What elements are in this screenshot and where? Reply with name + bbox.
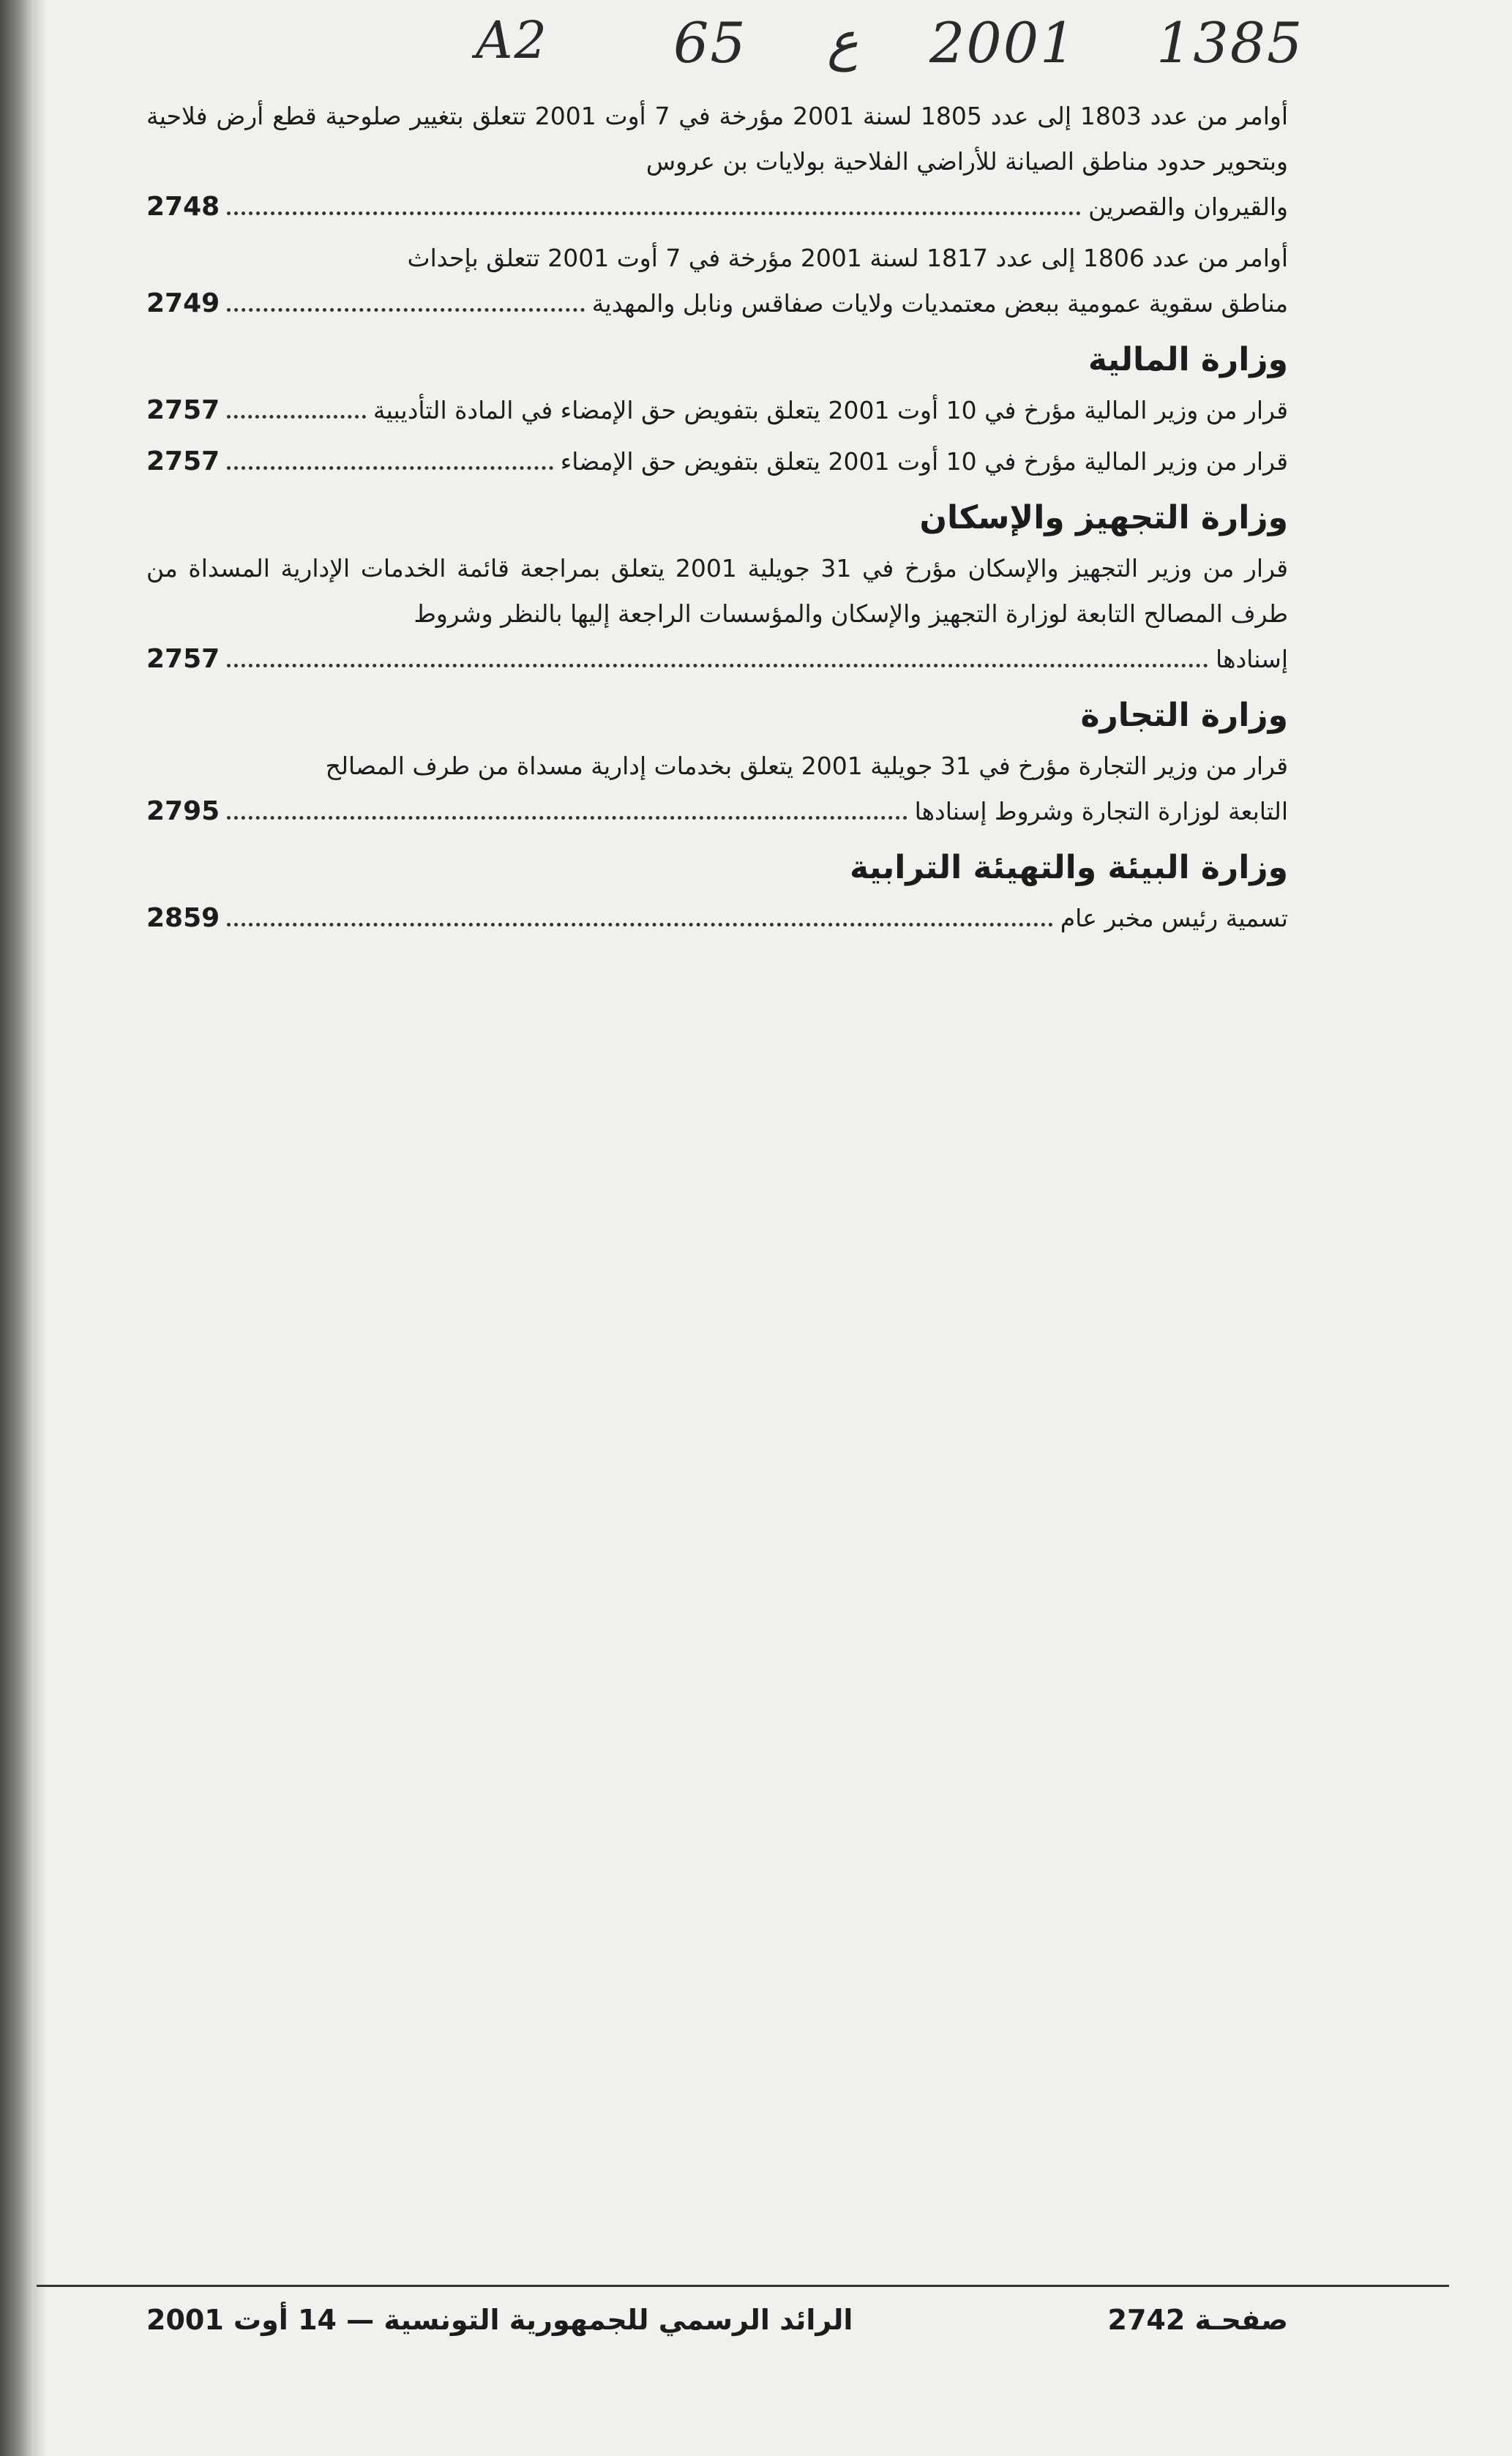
dot-leader — [227, 816, 907, 820]
scan-binding-strip — [0, 0, 34, 2456]
page-reference: 2757 — [146, 644, 220, 674]
dot-leader — [227, 211, 1081, 215]
handwritten-issue-number: 65 — [673, 10, 747, 75]
toc-entry[interactable] — [146, 94, 1288, 230]
section-title-equipment: وزارة التجهيز والإسكان — [919, 499, 1288, 536]
page-footer — [146, 2304, 1288, 2336]
toc-entry[interactable] — [146, 896, 1288, 941]
page-reference: 2749 — [146, 288, 220, 318]
handwritten-year: 2001 — [929, 10, 1077, 75]
footer-journal-title: الرائد الرسمي للجمهورية التونسية — 14 أوت 2001 — [146, 2304, 853, 2336]
scan-binding-edge — [34, 0, 47, 2456]
handwritten-code: A2 — [476, 10, 549, 70]
footer-rule — [37, 2285, 1449, 2287]
toc-entry-text-end: قرار من وزير المالية مؤرخ في 10 أوت 2001 يتعلق بتفويض حق الإمضاء — [560, 447, 1288, 476]
toc-entry[interactable] — [146, 388, 1288, 433]
toc-entry-text: قرار من وزير التجهيز والإسكان مؤرخ في 31 جويلية 2001 يتعلق بمراجعة قائمة الخدمات الإدارية المسداة من طرف المصالح التابعة لوزارة التجهيز والإسكان والمؤسسات الراجعة إليها بالنظر وشروط — [146, 554, 1289, 628]
toc-entry-text: أوامر من عدد 1803 إلى عدد 1805 لسنة 2001 مؤرخة في 7 أوت 2001 تتعلق بتغيير صلوحية قطع أرض فلاحية وبتحوير حدود مناطق الصيانة للأراضي الفلاحية بولايات بن عروس — [146, 102, 1289, 176]
dot-leader — [227, 923, 1053, 926]
toc-entry[interactable] — [146, 546, 1288, 682]
toc-entry-text-end: والقيروان والقصرين — [1088, 192, 1288, 221]
dot-leader — [227, 308, 585, 312]
toc-entry-text-end: تسمية رئيس مخبر عام — [1060, 904, 1288, 932]
section-title-environment: وزارة البيئة والتهيئة الترابية — [850, 849, 1288, 886]
toc-entry-text-end: مناطق سقوية عمومية ببعض معتمديات ولايات صفاقس ونابل والمهدية — [591, 289, 1288, 318]
toc-entry-text: أوامر من عدد 1806 إلى عدد 1817 لسنة 2001 مؤرخة في 7 أوت 2001 تتعلق بإحداث — [407, 244, 1288, 272]
dot-leader — [227, 466, 553, 470]
dot-leader — [227, 664, 1208, 667]
footer-page-number: صفحـة 2742 — [1107, 2304, 1288, 2336]
page-reference: 2795 — [146, 796, 220, 826]
page-reference: 2757 — [146, 446, 220, 476]
toc-entry-text-end: التابعة لوزارة التجارة وشروط إسنادها — [914, 797, 1288, 825]
table-of-contents — [146, 94, 1288, 941]
toc-entry[interactable] — [146, 744, 1288, 834]
toc-entry-text: قرار من وزير التجارة مؤرخ في 31 جويلية 2001 يتعلق بخدمات إدارية مسداة من طرف المصالح — [325, 752, 1288, 780]
toc-entry[interactable] — [146, 439, 1288, 484]
handwritten-letter: ع — [827, 10, 858, 72]
handwritten-annotation — [0, 10, 1512, 91]
dot-leader — [227, 415, 366, 419]
page-reference: 2748 — [146, 192, 220, 222]
page-reference: 2757 — [146, 395, 220, 425]
handwritten-reference: 1385 — [1156, 10, 1304, 75]
page-reference: 2859 — [146, 903, 220, 933]
toc-entry-text-end: إسنادها — [1216, 645, 1288, 673]
toc-entry[interactable] — [146, 236, 1288, 326]
section-title-finance: وزارة المالية — [1088, 341, 1288, 378]
section-title-commerce: وزارة التجارة — [1080, 697, 1288, 734]
toc-entry-text-end: قرار من وزير المالية مؤرخ في 10 أوت 2001 يتعلق بتفويض حق الإمضاء في المادة التأديبية — [373, 396, 1288, 424]
